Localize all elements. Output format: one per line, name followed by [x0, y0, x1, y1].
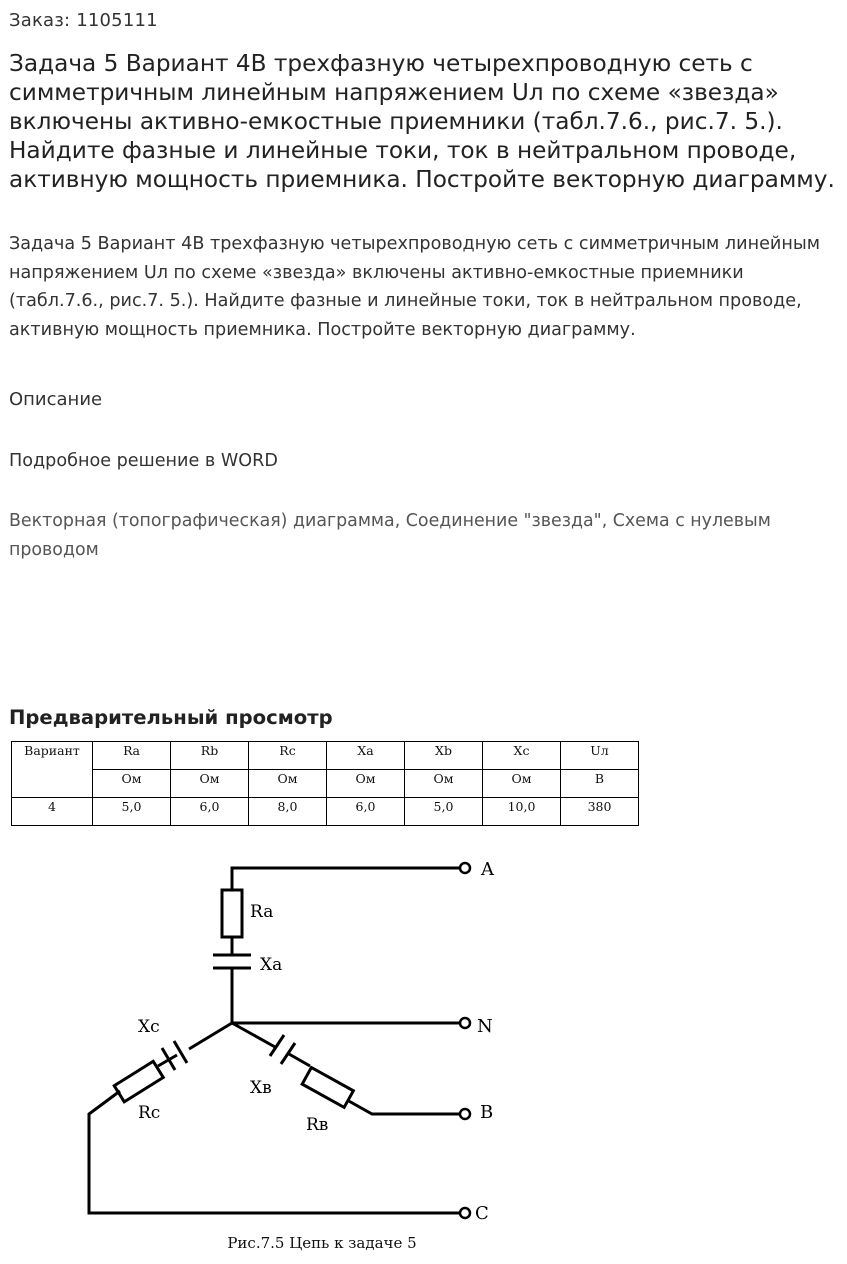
label-xc: Xc — [138, 1017, 160, 1037]
wire-b — [232, 1023, 459, 1114]
terminal-c-icon — [460, 1208, 470, 1218]
table-header-cell: Uл — [561, 742, 639, 770]
table-cell: 380 — [561, 798, 639, 826]
table-header-cell: Xb — [405, 742, 483, 770]
label-ra: Ra — [250, 902, 274, 922]
tag-link-neutral-wire[interactable]: Схема с нулевым проводом — [9, 511, 771, 560]
table-cell: 5,0 — [93, 798, 171, 826]
table-header-cell: Rb — [171, 742, 249, 770]
tag-list — [9, 507, 844, 565]
resistor-ra — [222, 890, 242, 937]
table-unit-cell: Ом — [483, 770, 561, 798]
label-rc: Rc — [138, 1103, 161, 1123]
table-row — [12, 798, 639, 826]
table-cell: 4 — [12, 798, 93, 826]
terminal-a-icon — [460, 863, 470, 873]
table-cell: 5,0 — [405, 798, 483, 826]
table-unit-cell: Ом — [171, 770, 249, 798]
terminal-n-icon — [460, 1018, 470, 1028]
table-unit-cell: Ом — [327, 770, 405, 798]
table-unit-cell: Ом — [93, 770, 171, 798]
tag-separator: , — [601, 511, 613, 531]
terminal-b-icon — [460, 1109, 470, 1119]
table-cell: 10,0 — [483, 798, 561, 826]
task-body-text: Задача 5 Вариант 4В трехфазную четырехпроводную сеть с симметричным линейным напряжением Uл по схеме «звезда» включены активно-емкостные приемники (табл.7.6., рис.7. 5.). Найдите фазные и линейные токи, ток в нейтральном проводе, активную мощность приемника. Постройте векторную диаграмму. — [9, 234, 821, 340]
capacitor-xc-plate — [174, 1041, 187, 1063]
terminal-n-label: N — [477, 1016, 493, 1037]
table-header-cell: Xa — [327, 742, 405, 770]
table-header-cell: Xc — [483, 742, 561, 770]
capacitor-xb-plate — [281, 1043, 295, 1064]
description-text: Подробное решение в WORD — [9, 451, 278, 471]
table-header-cell: Вариант — [12, 742, 93, 798]
terminal-b-label: B — [480, 1102, 494, 1123]
terminal-c-label: C — [475, 1203, 489, 1224]
table-unit-cell: Ом — [249, 770, 327, 798]
table-header-row — [12, 742, 639, 770]
tag-link-vector-diagram[interactable]: Векторная (топографическая) диаграмма — [9, 511, 395, 531]
task-title: Задача 5 Вариант 4В трехфазную четырехпроводную сеть с симметричным линейным напряжением Uл по схеме «звезда» включены активно-емкостные приемники (табл.7.6., рис.7. 5.). Найдите фазные и линейные токи, ток в нейтральном проводе, активную мощность приемника. Постройте векторную диаграмму. — [9, 50, 835, 193]
preview-heading: Предварительный просмотр — [9, 706, 333, 729]
tag-link-star-connection[interactable]: Соединение "звезда" — [405, 511, 602, 531]
table-cell: 6,0 — [327, 798, 405, 826]
order-number: Заказ: 1105111 — [9, 10, 158, 31]
resistor-rb — [302, 1067, 353, 1107]
table-units-row — [12, 770, 639, 798]
terminal-a-label: A — [481, 859, 494, 880]
resistor-rc — [114, 1061, 163, 1101]
label-xa: Xa — [260, 955, 283, 975]
label-xb: Xв — [250, 1078, 272, 1098]
circuit-diagram — [0, 840, 600, 1230]
parameters-table — [11, 741, 639, 826]
wire-a — [232, 868, 459, 1023]
table-header-cell: Rа — [93, 742, 171, 770]
table-cell: 8,0 — [249, 798, 327, 826]
description-label: Описание — [9, 389, 103, 410]
table-unit-cell: Ом — [405, 770, 483, 798]
table-header-cell: Rc — [249, 742, 327, 770]
label-rb: Rв — [306, 1115, 329, 1135]
table-unit-cell: В — [561, 770, 639, 798]
tag-separator: , — [394, 511, 406, 531]
table-cell: 6,0 — [171, 798, 249, 826]
figure-caption: Рис.7.5 Цепь к задаче 5 — [227, 1234, 417, 1252]
